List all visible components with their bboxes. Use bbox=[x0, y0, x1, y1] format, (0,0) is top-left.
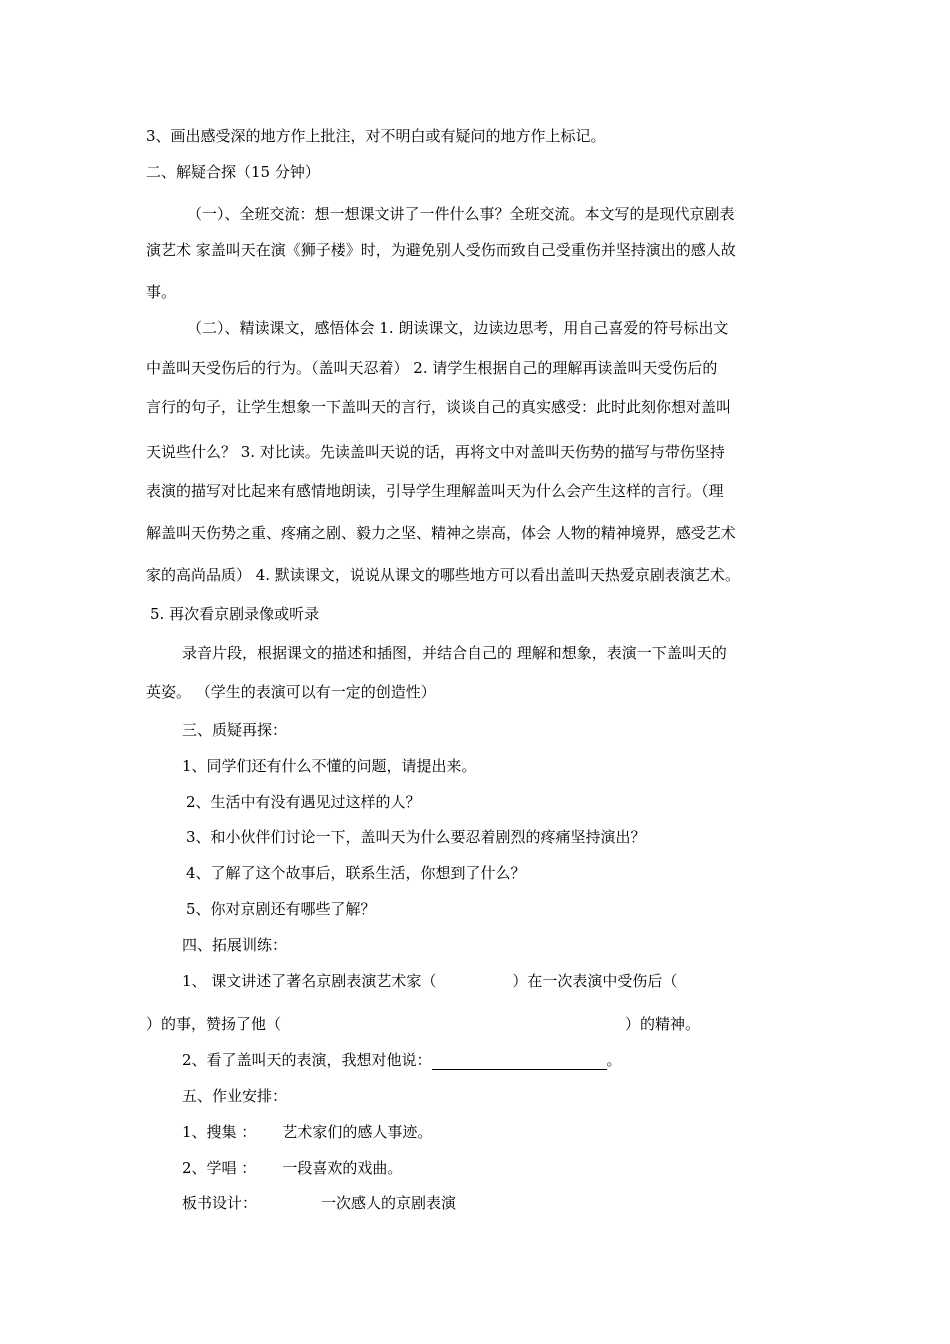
text-line: 3、画出感受深的地方作上批注，对不明白或有疑问的地方作上标记。 bbox=[146, 127, 606, 145]
text-line: 天说些什么？ 3. 对比读。先读盖叫天说的话，再将文中对盖叫天伤势的描写与带伤坚持 bbox=[146, 443, 725, 461]
homework-text: 一段喜欢的戏曲。 bbox=[282, 1159, 403, 1177]
fill-in-question-1 bbox=[182, 971, 677, 991]
text-line: （二）、精读课文，感悟体会 1. 朗读课文，边读边思考，用自己喜爱的符号标出文 bbox=[187, 319, 729, 337]
question-text: ）在一次表演中受伤后（ bbox=[512, 972, 678, 990]
text-line: 言行的句子，让学生想象一下盖叫天的言行，谈谈自己的真实感受：此时此刻你想对盖叫 bbox=[146, 398, 732, 416]
text-line: 解盖叫天伤势之重、疼痛之剧、毅力之坚、精神之崇高，体会 人物的精神境界，感受艺术 bbox=[146, 524, 736, 542]
homework-label: 2、学唱 ： bbox=[182, 1159, 257, 1177]
homework-text: 艺术家们的感人事迹。 bbox=[282, 1123, 433, 1141]
answer-blank bbox=[432, 1053, 607, 1070]
board-design-title: 一次感人的京剧表演 bbox=[321, 1194, 457, 1212]
list-item: 5、你对京剧还有哪些了解？ bbox=[186, 900, 376, 918]
list-item: 3、和小伙伴们讨论一下，盖叫天为什么要忍着剧烈的疼痛坚持演出？ bbox=[186, 828, 646, 846]
question-text: ）的事，赞扬了他（ bbox=[146, 1015, 282, 1033]
homework-item bbox=[182, 1122, 432, 1142]
section-heading: 四、拓展训练： bbox=[182, 936, 288, 954]
fill-in-question-1-cont bbox=[146, 1014, 700, 1034]
text-line: 中盖叫天受伤后的行为。（盖叫天忍着） 2. 请学生根据自己的理解再读盖叫天受伤后的 bbox=[146, 359, 718, 377]
text-line: 录音片段，根据课文的描述和插图，并结合自己的 理解和想象，表演一下盖叫天的 bbox=[182, 644, 727, 662]
list-item: 1、同学们还有什么不懂的问题，请提出来。 bbox=[182, 757, 477, 775]
text-line: （一）、全班交流：想一想课文讲了一件什么事？全班交流。本文写的是现代京剧表 bbox=[187, 205, 735, 223]
text-line: 5. 再次看京剧录像或听录 bbox=[150, 605, 320, 623]
homework-item bbox=[182, 1158, 402, 1178]
text-line: 表演的描写对比起来有感情地朗读，引导学生理解盖叫天为什么会产生这样的言行。（理 bbox=[146, 482, 724, 500]
board-design bbox=[182, 1193, 456, 1213]
section-heading: 三、质疑再探： bbox=[182, 721, 288, 739]
text-line: 家的高尚品质） 4. 默读课文，说说从课文的哪些地方可以看出盖叫天热爱京剧表演艺术。 bbox=[146, 566, 740, 584]
section-heading: 五、作业安排： bbox=[182, 1087, 288, 1105]
question-text: 1、 课文讲述了著名京剧表演艺术家（ bbox=[182, 972, 437, 990]
fill-in-question-2 bbox=[182, 1050, 622, 1070]
list-item: 2、生活中有没有遇见过这样的人？ bbox=[186, 793, 421, 811]
question-text: 2、看了盖叫天的表演，我想对他说： bbox=[182, 1051, 432, 1069]
text-line: 英姿。 （学生的表演可以有一定的创造性） bbox=[146, 683, 436, 701]
question-text: 。 bbox=[606, 1051, 622, 1069]
question-text: ）的精神。 bbox=[625, 1015, 701, 1033]
board-design-label: 板书设计： bbox=[182, 1194, 258, 1212]
list-item: 4、了解了这个故事后，联系生活，你想到了什么？ bbox=[186, 864, 526, 882]
text-line: 事。 bbox=[146, 283, 177, 301]
text-line: 演艺术 家盖叫天在演《狮子楼》时，为避免别人受伤而致自己受重伤并坚持演出的感人故 bbox=[146, 241, 736, 259]
section-heading: 二、解疑合探（15 分钟） bbox=[146, 163, 320, 181]
homework-label: 1、搜集 ： bbox=[182, 1123, 257, 1141]
